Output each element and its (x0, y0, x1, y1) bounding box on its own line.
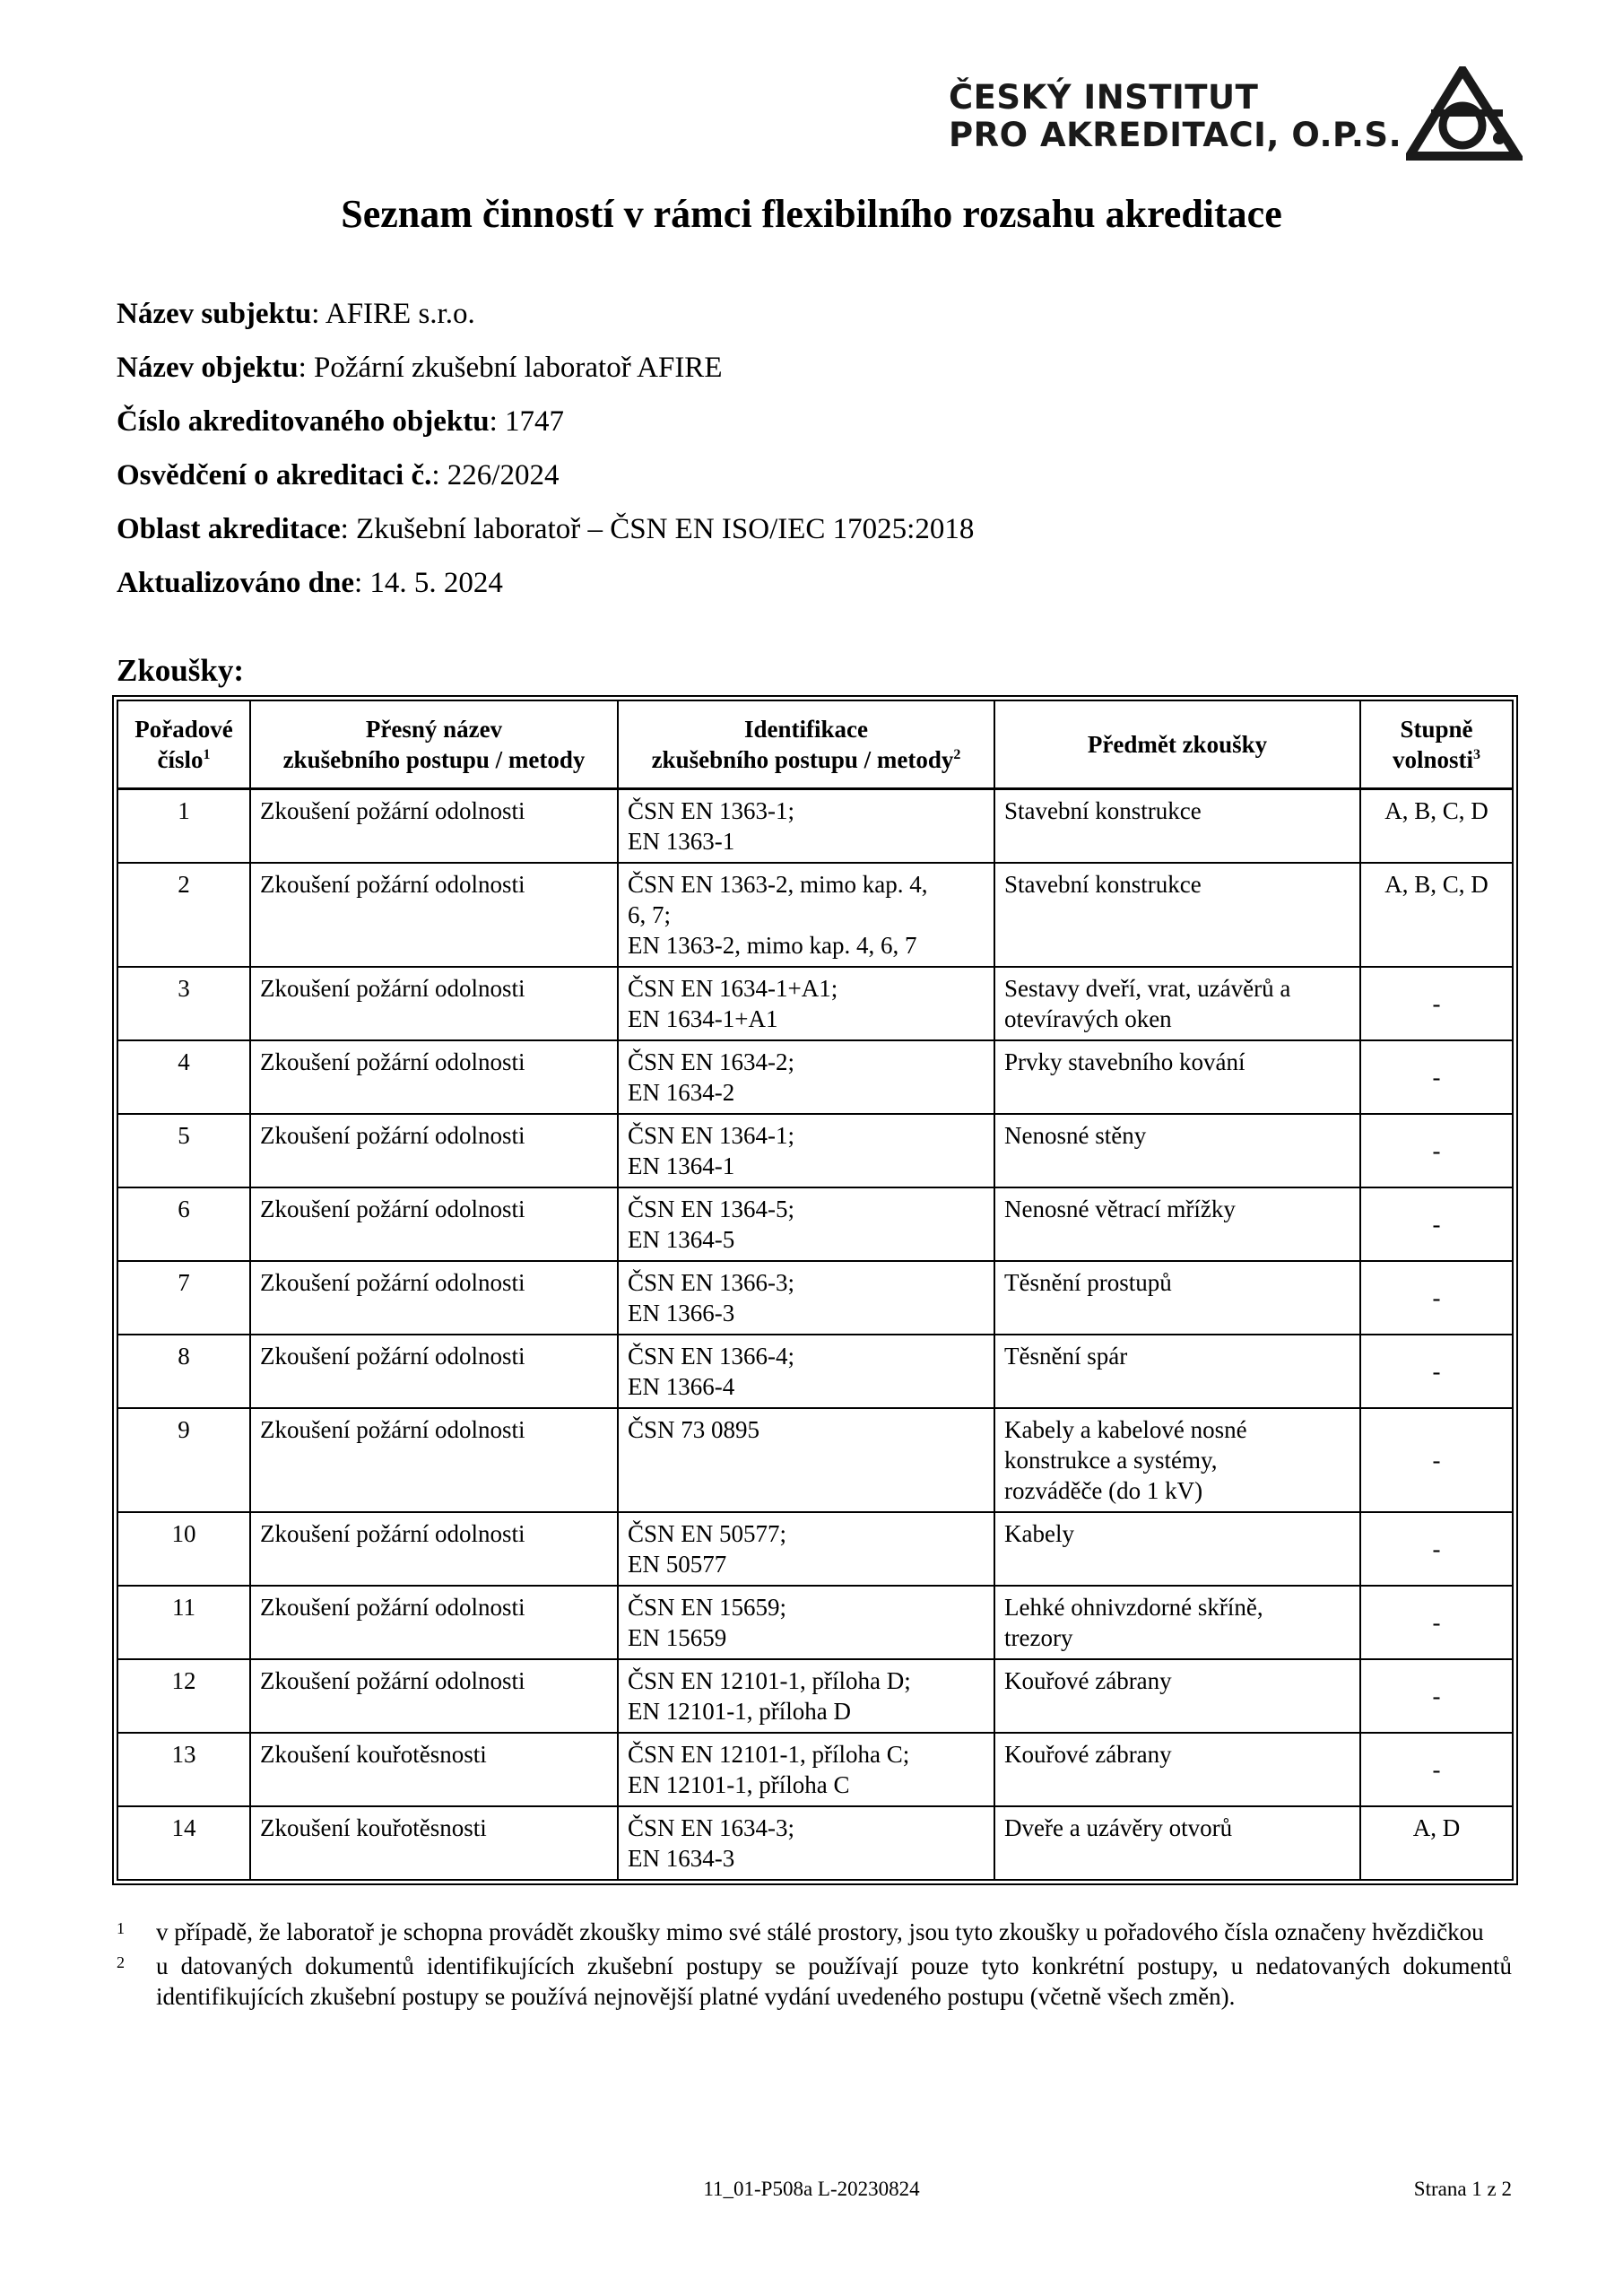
table-header-row (117, 700, 1513, 789)
logo-line-1: ČESKÝ INSTITUT (949, 78, 1259, 117)
cell-test-subject (994, 1187, 1360, 1261)
cell-method-identification (618, 1408, 994, 1512)
footnote: 1 v případě, že laboratoř je schopna provádět zkoušky mimo své stálé prostory, jsou tyto zkoušky u pořadového čísla označeny hvězdičkou (117, 1918, 1484, 1945)
cell-line: EN 12101-1, příloha D (628, 1698, 851, 1725)
cell-line: EN 50577 (628, 1551, 727, 1578)
cell-method-identification (618, 1586, 994, 1659)
cell-method-identification (618, 863, 994, 967)
cell-line: ČSN EN 1366-4; (628, 1343, 795, 1370)
cell-test-subject (994, 967, 1360, 1040)
cell-line: Kouřové zábrany (1004, 1741, 1172, 1768)
cell-test-subject (994, 1586, 1360, 1659)
table-row (117, 789, 1513, 864)
header-method-identification: Identifikace zkušebního postupu / metody$^2$ (618, 700, 994, 789)
cell-line: otevíravých oken (1004, 1005, 1172, 1032)
cell-method-name: Zkoušení kouřotěsnosti (250, 1733, 618, 1806)
cell-line: Lehké ohnivzdorné skříně, (1004, 1594, 1263, 1621)
logo-line-2: PRO AKREDITACI, O.P.S. (949, 116, 1402, 154)
cell-line: EN 1634-1+A1 (628, 1005, 778, 1032)
cell-method-identification (618, 1733, 994, 1806)
cell-degrees-of-freedom: - (1360, 967, 1513, 1040)
cell-test-subject (994, 1408, 1360, 1512)
cell-line: Prvky stavebního kování (1004, 1048, 1245, 1075)
cell-test-subject (994, 1806, 1360, 1880)
cell-order-number: 13 (117, 1733, 250, 1806)
header-order-number: Pořadové číslo$^1$ (117, 700, 250, 789)
cell-degrees-of-freedom: - (1360, 1408, 1513, 1512)
table-row (117, 1586, 1513, 1659)
section-heading: Zkoušky: (117, 653, 245, 688)
cell-line: Těsnění spár (1004, 1343, 1128, 1370)
cell-line: Kabely (1004, 1520, 1074, 1547)
cell-method-identification (618, 1659, 994, 1733)
cell-order-number: 7 (117, 1261, 250, 1335)
page-title: Seznam činností v rámci flexibilního rozsahu akreditace (341, 192, 1282, 236)
cell-test-subject (994, 1733, 1360, 1806)
cell-method-name: Zkoušení požární odolnosti (250, 967, 618, 1040)
table-row (117, 1261, 1513, 1335)
cell-method-identification (618, 1261, 994, 1335)
cell-line: EN 1634-3 (628, 1845, 735, 1872)
table-row (117, 1659, 1513, 1733)
cell-degrees-of-freedom: - (1360, 1586, 1513, 1659)
cell-test-subject (994, 1040, 1360, 1114)
cell-degrees-of-freedom: A, B, C, D (1360, 863, 1513, 967)
document-code: 11_01-P508a L-20230824 (703, 2178, 920, 2200)
table-row (117, 1408, 1513, 1512)
meta-certificate: Osvědčení o akreditaci č.: 226/2024 (117, 459, 560, 491)
cell-method-name: Zkoušení požární odolnosti (250, 1187, 618, 1261)
cell-test-subject (994, 863, 1360, 967)
table-row (117, 1512, 1513, 1586)
cell-line: Stavební konstrukce (1004, 797, 1202, 824)
cell-line: ČSN EN 1366-3; (628, 1269, 795, 1296)
cell-degrees-of-freedom: - (1360, 1261, 1513, 1335)
cell-line: EN 1363-2, mimo kap. 4, 6, 7 (628, 932, 917, 959)
cell-degrees-of-freedom: - (1360, 1187, 1513, 1261)
header-test-subject: Předmět zkoušky (994, 700, 1360, 789)
cell-line: ČSN EN 1634-3; (628, 1814, 795, 1841)
cell-line: Nenosné stěny (1004, 1122, 1147, 1149)
cell-method-name: Zkoušení kouřotěsnosti (250, 1806, 618, 1880)
header-method-name: Přesný název zkušebního postupu / metody (250, 700, 618, 789)
cell-method-name: Zkoušení požární odolnosti (250, 1659, 618, 1733)
cell-line: Sestavy dveří, vrat, uzávěrů a (1004, 975, 1291, 1002)
table-row (117, 1806, 1513, 1880)
cell-method-name: Zkoušení požární odolnosti (250, 1512, 618, 1586)
cell-order-number: 2 (117, 863, 250, 967)
cell-test-subject (994, 1659, 1360, 1733)
cell-line: trezory (1004, 1624, 1073, 1651)
cell-line: Těsnění prostupů (1004, 1269, 1172, 1296)
meta-object-name: Název objektu: Požární zkušební laboratoř AFIRE (117, 352, 723, 384)
cell-method-identification (618, 1806, 994, 1880)
cell-line: Kouřové zábrany (1004, 1667, 1172, 1694)
cell-line: ČSN EN 15659; (628, 1594, 787, 1621)
cell-line: EN 1366-3 (628, 1300, 735, 1326)
cell-test-subject (994, 1114, 1360, 1187)
cell-line: ČSN EN 1363-1; (628, 797, 795, 824)
cell-line: ČSN EN 12101-1, příloha D; (628, 1667, 911, 1694)
cell-method-name: Zkoušení požární odolnosti (250, 1408, 618, 1512)
cell-method-identification (618, 789, 994, 864)
institute-logo (949, 66, 1523, 165)
cell-line: ČSN EN 1363-2, mimo kap. 4, (628, 871, 928, 898)
page-number: Strana 1 z 2 (1413, 2178, 1512, 2200)
table-row (117, 1040, 1513, 1114)
cell-order-number: 5 (117, 1114, 250, 1187)
subject-info (117, 287, 974, 610)
cell-order-number: 1 (117, 789, 250, 864)
cell-method-identification (618, 1512, 994, 1586)
cell-degrees-of-freedom: - (1360, 1335, 1513, 1408)
cell-degrees-of-freedom: - (1360, 1114, 1513, 1187)
cell-order-number: 3 (117, 967, 250, 1040)
cell-line: ČSN EN 1364-5; (628, 1196, 795, 1222)
table-row (117, 1187, 1513, 1261)
cell-order-number: 12 (117, 1659, 250, 1733)
table-row (117, 1114, 1513, 1187)
cell-degrees-of-freedom: A, D (1360, 1806, 1513, 1880)
cell-line: Kabely a kabelové nosné (1004, 1416, 1247, 1443)
cell-line: Stavební konstrukce (1004, 871, 1202, 898)
cell-line: ČSN EN 12101-1, příloha C; (628, 1741, 910, 1768)
cell-method-name: Zkoušení požární odolnosti (250, 863, 618, 967)
cell-degrees-of-freedom: A, B, C, D (1360, 789, 1513, 864)
cell-method-name: Zkoušení požární odolnosti (250, 1335, 618, 1408)
cell-order-number: 4 (117, 1040, 250, 1114)
cell-method-identification (618, 1114, 994, 1187)
cell-line: ČSN EN 1364-1; (628, 1122, 795, 1149)
logo-text (949, 79, 1402, 154)
cell-degrees-of-freedom: - (1360, 1733, 1513, 1806)
cell-test-subject (994, 1335, 1360, 1408)
cell-line: ČSN EN 50577; (628, 1520, 787, 1547)
cell-method-name: Zkoušení požární odolnosti (250, 1586, 618, 1659)
table-row (117, 967, 1513, 1040)
cell-method-name: Zkoušení požární odolnosti (250, 1261, 618, 1335)
table-row (117, 1335, 1513, 1408)
meta-accreditation-area: Oblast akreditace: Zkušební laboratoř – ČSN EN ISO/IEC 17025:2018 (117, 513, 975, 545)
cell-order-number: 10 (117, 1512, 250, 1586)
table-row (117, 1733, 1513, 1806)
cell-method-identification (618, 967, 994, 1040)
cell-line: ČSN EN 1634-1+A1; (628, 975, 838, 1002)
cell-line: 6, 7; (628, 901, 672, 928)
cell-method-name: Zkoušení požární odolnosti (250, 1040, 618, 1114)
cell-method-name: Zkoušení požární odolnosti (250, 789, 618, 864)
cell-method-name: Zkoušení požární odolnosti (250, 1114, 618, 1187)
cell-line: EN 1364-1 (628, 1152, 735, 1179)
cell-test-subject (994, 789, 1360, 864)
cell-order-number: 9 (117, 1408, 250, 1512)
cell-line: ČSN EN 1634-2; (628, 1048, 795, 1075)
cell-line: konstrukce a systémy, (1004, 1447, 1218, 1474)
meta-object-number: Číslo akreditovaného objektu: 1747 (117, 405, 565, 438)
cell-line: EN 1634-2 (628, 1079, 735, 1106)
cell-line: EN 15659 (628, 1624, 727, 1651)
cell-degrees-of-freedom: - (1360, 1659, 1513, 1733)
cell-line: Dveře a uzávěry otvorů (1004, 1814, 1233, 1841)
cell-line: EN 1364-5 (628, 1226, 735, 1253)
cell-order-number: 8 (117, 1335, 250, 1408)
cell-method-identification (618, 1040, 994, 1114)
cell-method-identification (618, 1335, 994, 1408)
cell-line: Nenosné větrací mřížky (1004, 1196, 1236, 1222)
header-degrees-of-freedom: Stupně volnosti$^3$ (1360, 700, 1513, 789)
cell-line: ČSN 73 0895 (628, 1416, 760, 1443)
cell-order-number: 11 (117, 1586, 250, 1659)
cell-method-identification (618, 1187, 994, 1261)
footnote: 2 u datovaných dokumentů identifikujících zkušební postupy se používají pouze tyto konkrétní postupy, u nedatovaných dokumentů identifikujících zkušební postupy se používá nejnovější platné vydání uvedeného postupu (včetně všech změn). (117, 1952, 1512, 2010)
cell-test-subject (994, 1261, 1360, 1335)
meta-updated-date: Aktualizováno dne: 14. 5. 2024 (117, 567, 503, 599)
tests-table (117, 700, 1514, 1881)
cell-line: EN 12101-1, příloha C (628, 1771, 850, 1798)
cell-line: rozváděče (do 1 kV) (1004, 1477, 1203, 1504)
footnotes (117, 1917, 1512, 2015)
cia-triangle-logo-icon (1406, 66, 1523, 161)
cell-test-subject (994, 1512, 1360, 1586)
cell-degrees-of-freedom: - (1360, 1512, 1513, 1586)
meta-subject-name: Název subjektu: AFIRE s.r.o. (117, 298, 475, 330)
cell-order-number: 14 (117, 1806, 250, 1880)
cell-line: EN 1366-4 (628, 1373, 735, 1400)
cell-degrees-of-freedom: - (1360, 1040, 1513, 1114)
cell-order-number: 6 (117, 1187, 250, 1261)
cell-line: EN 1363-1 (628, 828, 735, 855)
table-row (117, 863, 1513, 967)
